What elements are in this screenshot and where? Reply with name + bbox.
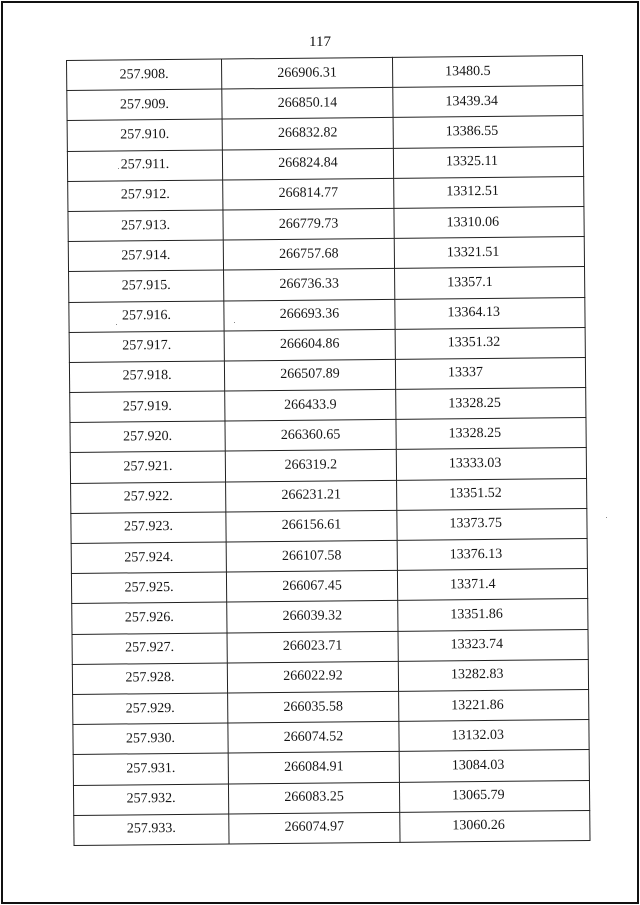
- x-coordinate-cell: 266850.14: [222, 88, 393, 120]
- point-number-cell: 257.920.: [70, 421, 225, 453]
- x-coordinate-cell: 266832.82: [222, 118, 393, 150]
- y-coordinate-cell: 13373.75: [397, 508, 587, 540]
- x-coordinate-cell: 266023.71: [227, 631, 398, 663]
- table-row: [70, 388, 586, 423]
- table-row: [68, 237, 584, 272]
- point-number-cell: 257.926.: [72, 602, 227, 634]
- point-number-cell: 257.930.: [73, 723, 228, 755]
- x-coordinate-cell: 266757.68: [223, 238, 394, 270]
- y-coordinate-cell: 13351.52: [397, 478, 587, 510]
- y-coordinate-cell: 13312.51: [394, 176, 584, 208]
- x-coordinate-cell: 266824.84: [222, 148, 393, 180]
- point-number-cell: 257.910.: [67, 119, 222, 151]
- table-row: [68, 206, 584, 241]
- table-row: [71, 478, 587, 513]
- y-coordinate-cell: 13328.25: [396, 388, 586, 420]
- y-coordinate-cell: 13132.03: [399, 720, 589, 752]
- x-coordinate-cell: 266039.32: [227, 601, 398, 633]
- x-coordinate-cell: 266693.36: [224, 299, 395, 331]
- point-number-cell: 257.918.: [69, 361, 224, 393]
- table-row: [70, 448, 586, 483]
- table-row: [71, 508, 587, 543]
- table-row: [68, 176, 584, 211]
- x-coordinate-cell: 266035.58: [228, 691, 399, 723]
- x-coordinate-cell: 266083.25: [228, 782, 399, 814]
- table-row: [73, 720, 589, 755]
- table-row: [71, 539, 587, 574]
- y-coordinate-cell: 13282.83: [398, 659, 588, 691]
- table-row: [70, 418, 586, 453]
- y-coordinate-cell: 13371.4: [397, 569, 587, 601]
- table-row: [73, 780, 589, 815]
- point-number-cell: 257.912.: [68, 180, 223, 212]
- x-coordinate-cell: 266507.89: [224, 359, 395, 391]
- table-row: [69, 267, 585, 302]
- table-row: [69, 297, 585, 332]
- point-number-cell: 257.911.: [67, 150, 222, 182]
- y-coordinate-cell: 13325.11: [393, 146, 583, 178]
- point-number-cell: 257.917.: [69, 331, 224, 363]
- x-coordinate-cell: 266084.91: [228, 752, 399, 784]
- y-coordinate-cell: 13337: [395, 357, 585, 389]
- x-coordinate-cell: 266107.58: [226, 540, 397, 572]
- y-coordinate-cell: 13386.55: [393, 116, 583, 148]
- table-row: [73, 750, 589, 785]
- point-number-cell: 257.929.: [73, 693, 228, 725]
- point-number-cell: 257.908.: [67, 59, 222, 91]
- point-number-cell: 257.927.: [72, 633, 227, 665]
- point-number-cell: 257.914.: [68, 240, 223, 272]
- point-number-cell: 257.932.: [73, 783, 228, 815]
- x-coordinate-cell: 266736.33: [224, 269, 395, 301]
- x-coordinate-cell: 266074.97: [229, 812, 400, 844]
- table-row: [67, 146, 583, 181]
- point-number-cell: 257.915.: [69, 270, 224, 302]
- scan-speck: [606, 517, 607, 518]
- page-number: 117: [309, 34, 331, 50]
- x-coordinate-cell: 266074.52: [228, 721, 399, 753]
- table-row: [67, 86, 583, 121]
- y-coordinate-cell: 13321.51: [394, 237, 584, 269]
- x-coordinate-cell: 266156.61: [226, 510, 397, 542]
- y-coordinate-cell: 13439.34: [393, 86, 583, 118]
- x-coordinate-cell: 266814.77: [223, 178, 394, 210]
- x-coordinate-cell: 266231.21: [226, 480, 397, 512]
- coordinates-table: [66, 55, 591, 846]
- y-coordinate-cell: 13351.86: [398, 599, 588, 631]
- table-row: [67, 56, 583, 91]
- point-number-cell: 257.919.: [70, 391, 225, 423]
- y-coordinate-cell: 13065.79: [399, 780, 589, 812]
- point-number-cell: 257.909.: [67, 89, 222, 121]
- y-coordinate-cell: 13376.13: [397, 539, 587, 571]
- x-coordinate-cell: 266022.92: [227, 661, 398, 693]
- point-number-cell: 257.916.: [69, 300, 224, 332]
- x-coordinate-cell: 266067.45: [226, 571, 397, 603]
- y-coordinate-cell: 13323.74: [398, 629, 588, 661]
- table-row: [74, 810, 590, 845]
- scan-speck: [116, 324, 117, 325]
- y-coordinate-cell: 13060.26: [400, 810, 590, 842]
- point-number-cell: 257.931.: [73, 753, 228, 785]
- point-number-cell: 257.924.: [71, 542, 226, 574]
- table-row: [72, 599, 588, 634]
- coordinates-table-wrapper: [66, 55, 588, 846]
- y-coordinate-cell: 13351.32: [395, 327, 585, 359]
- table-row: [67, 116, 583, 151]
- point-number-cell: 257.925.: [71, 572, 226, 604]
- table-body: [67, 56, 591, 846]
- y-coordinate-cell: 13328.25: [396, 418, 586, 450]
- scan-speck: [234, 322, 235, 323]
- table-row: [72, 659, 588, 694]
- table-row: [69, 357, 585, 392]
- table-row: [69, 327, 585, 362]
- x-coordinate-cell: 266319.2: [225, 450, 396, 482]
- scan-speck: [118, 168, 119, 169]
- table-row: [71, 569, 587, 604]
- x-coordinate-cell: 266433.9: [225, 389, 396, 421]
- table-row: [72, 629, 588, 664]
- y-coordinate-cell: 13364.13: [395, 297, 585, 329]
- y-coordinate-cell: 13357.1: [395, 267, 585, 299]
- point-number-cell: 257.913.: [68, 210, 223, 242]
- point-number-cell: 257.922.: [71, 482, 226, 514]
- y-coordinate-cell: 13221.86: [399, 689, 589, 721]
- y-coordinate-cell: 13084.03: [399, 750, 589, 782]
- x-coordinate-cell: 266604.86: [224, 329, 395, 361]
- y-coordinate-cell: 13480.5: [392, 56, 582, 88]
- point-number-cell: 257.923.: [71, 512, 226, 544]
- y-coordinate-cell: 13310.06: [394, 206, 584, 238]
- point-number-cell: 257.933.: [74, 814, 229, 846]
- point-number-cell: 257.928.: [72, 663, 227, 695]
- x-coordinate-cell: 266779.73: [223, 208, 394, 240]
- x-coordinate-cell: 266906.31: [221, 57, 392, 89]
- y-coordinate-cell: 13333.03: [396, 448, 586, 480]
- x-coordinate-cell: 266360.65: [225, 420, 396, 452]
- point-number-cell: 257.921.: [70, 451, 225, 483]
- table-row: [73, 689, 589, 724]
